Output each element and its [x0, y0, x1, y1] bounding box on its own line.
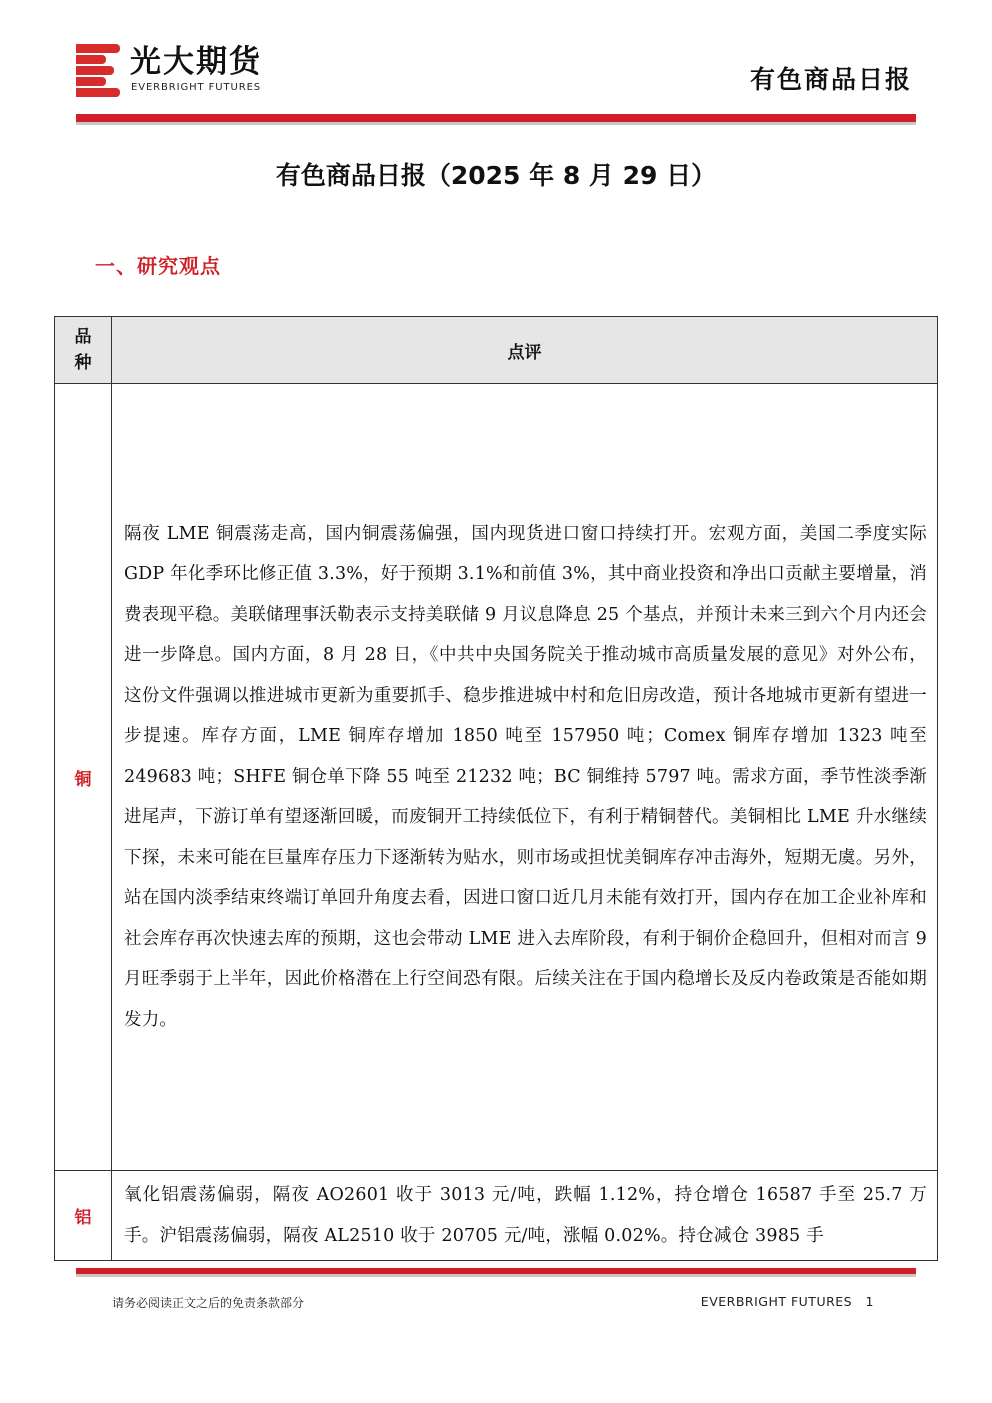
- variety-cell: 铝: [55, 1171, 112, 1261]
- comment-column-header: 点评: [112, 317, 938, 384]
- variety-header-label: 品种: [74, 327, 92, 373]
- header-divider: [76, 114, 916, 122]
- footer-divider-shadow: [76, 1274, 916, 1277]
- table-row: [55, 384, 938, 1171]
- commentary-table: [54, 316, 938, 1274]
- company-logo-icon: [76, 44, 120, 98]
- disclaimer-note: 请务必阅读正文之后的免责条款部分: [112, 1296, 305, 1310]
- footer-company: EVERBRIGHT FUTURES: [700, 1294, 853, 1309]
- comment-cell: 隔夜 LME 铜震荡走高，国内铜震荡偏强，国内现货进口窗口持续打开。宏观方面，美国二季度实际 GDP 年化季环比修正值 3.3%，好于预期 3.1%和前值 3%，其中商业投资和净出口贡献主要增量，消费表现平稳。美联储理事沃勒表示支持美联储 9 月议息降息 25 个基点，并预计未来三到六个月内还会进一步降息。国内方面，8 月 28 日，《中共中央国务院关于推动城市高质量发展的意见》对外公布，这份文件强调以推进城市更新为重要抓手、稳步推进城中村和危旧房改造，预计各地城市更新有望进一步提速。库存方面，LME 铜库存增加 1850 吨至 157950 吨；Comex 铜库存增加 1323 吨至 249683 吨；SHFE 铜仓单下降 55 吨至 21232 吨；BC 铜维持 5797 吨。需求方面，季节性淡季渐进尾声，下游订单有望逐渐回暖，而废铜开工持续低位下，有利于精铜替代。美铜相比 LME 升水继续下探，未来可能在巨量库存压力下逐渐转为贴水，则市场或担忧美铜库存冲击海外，短期无虞。另外，站在国内淡季结束终端订单回升角度去看，因进口窗口近几月未能有效打开，国内存在加工企业补库和社会库存再次快速去库的预期，这也会带动 LME 进入去库阶段，有利于铜价企稳回升，但相对而言 9 月旺季弱于上半年，因此价格潜在上行空间恐有限。后续关注在于国内稳增长及反内卷政策是否能如期发力。: [112, 384, 938, 1171]
- header-divider-shadow: [76, 122, 916, 125]
- table-header-row: [55, 317, 938, 384]
- table-row: [55, 1171, 938, 1261]
- page-number: 1: [865, 1294, 874, 1309]
- variety-column-header: [55, 317, 112, 384]
- logo-chinese-name: 光大期货: [130, 44, 262, 80]
- report-type-label: 有色商品日报: [749, 65, 912, 94]
- logo-english-name: EVERBRIGHT FUTURES: [131, 82, 262, 93]
- section-heading: 一、研究观点: [95, 254, 221, 278]
- comment-cell: 氧化铝震荡偏弱，隔夜 AO2601 收于 3013 元/吨，跌幅 1.12%，持仓增仓 16587 手至 25.7 万手。沪铝震荡偏弱，隔夜 AL2510 收于 20705 元/吨，涨幅 0.02%。持仓减仓 3985 手: [112, 1171, 938, 1261]
- document-title: 有色商品日报（2025 年 8 月 29 日）: [275, 161, 717, 190]
- footer-brand: [701, 1294, 874, 1309]
- variety-cell: 铜: [55, 384, 112, 1171]
